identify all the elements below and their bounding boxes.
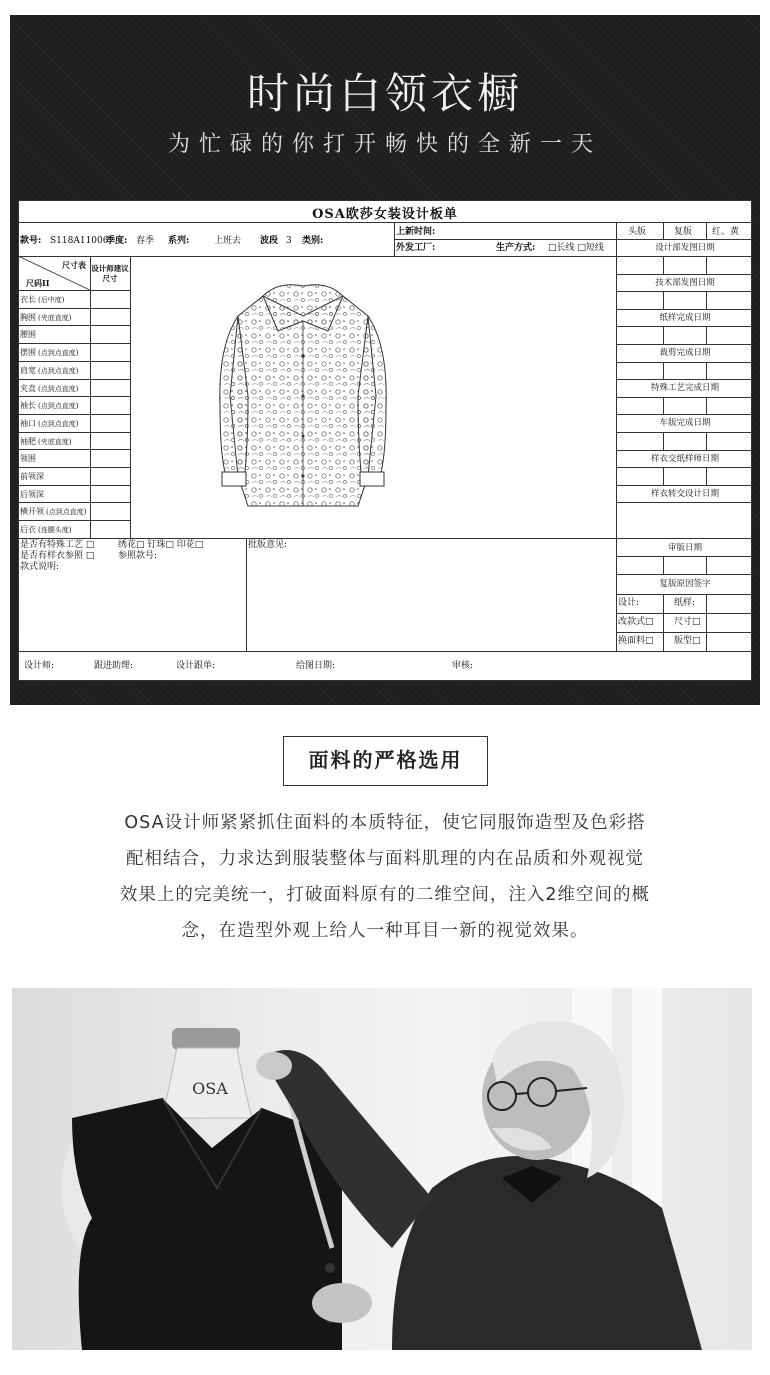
section-paragraph-line-1: OSA设计师紧紧抓住面料的本质特征，使它同服饰造型及色彩搭 [124, 813, 646, 833]
color-cell: 红、黄 [712, 227, 740, 237]
right-date-label: 特殊工艺完成日期 [650, 383, 719, 394]
size-row-note: (点到点直度) [38, 349, 79, 358]
wave-label: 波段 [260, 236, 279, 246]
re-version-cell: 复版 [674, 227, 693, 237]
footer-follow: 设计跟单: [176, 661, 216, 671]
size-row-note: (点到点直度) [38, 402, 79, 411]
size-row-name: 袖肥 [20, 436, 36, 446]
new-time-label: 上新时间: [396, 227, 436, 237]
right-date-label: 技术部发图日期 [655, 277, 715, 288]
design-sign-label: 设计: [618, 598, 640, 608]
design-date-label: 设计部发图日期 [655, 243, 715, 253]
size-row-note: (夹底直度) [38, 313, 72, 322]
revision-sign-label: 复版原因签字 [659, 579, 711, 589]
size-row-name: 夹直 [20, 383, 36, 393]
footer-assistant: 跟进助理: [94, 661, 134, 671]
banner-subtitle: 为忙碌的你打开畅快的全新一天 [167, 132, 602, 157]
banner-title: 时尚白领衣橱 [246, 69, 523, 118]
special-craft-label: 是否有特殊工艺 □ [20, 540, 95, 550]
right-date-label: 样衣交纸样师日期 [650, 453, 719, 464]
series-label: 系列: [168, 236, 190, 246]
size-row-note: (点到点直度) [38, 419, 79, 428]
size-row-name: 腰围 [20, 330, 36, 340]
style-no-label: 款号: [20, 236, 42, 246]
category-label: 类别: [302, 236, 324, 246]
craft-options: 绣花□ 钉珠□ 印花□ [118, 540, 204, 550]
size-row-note: (夹底直度) [38, 437, 72, 446]
right-date-label: 纸样完成日期 [659, 312, 711, 323]
factory-label: 外发工厂: [396, 243, 436, 253]
size-row-note: (点到点直度) [46, 508, 87, 517]
style-no-value: S118A11006 [50, 236, 109, 246]
designer-size-header: 设计师建议尺寸 [91, 264, 129, 283]
size-row-name: 衣长 [20, 295, 36, 304]
wave-value: 3 [286, 236, 292, 246]
pattern-sign-label: 纸样: [674, 598, 696, 608]
footer-date: 给图日期: [296, 661, 336, 671]
right-date-label: 样衣转交设计日期 [650, 488, 719, 499]
footer-review: 审核: [452, 661, 474, 671]
size-row-name: 后领深 [20, 489, 44, 499]
size-row-note: (后中度) [38, 296, 65, 304]
method-options: □长线 □短线 [548, 243, 604, 253]
sample-ref-label: 是否有样衣参照 □ [20, 551, 95, 561]
mannequin-brand: OSA [192, 1079, 228, 1098]
modify-style-option: 改款式□ [618, 617, 654, 627]
size-row-name: 摆围 [20, 348, 36, 358]
section-paragraph-line-4: 念，在造型外观上给人一种耳目一新的视觉效果。 [181, 921, 589, 941]
size-row-name: 前领深 [20, 472, 44, 481]
designer-photo-illustration [12, 988, 752, 1350]
size-table-header: 尺寸表 [62, 260, 86, 270]
review-date-label: 审版日期 [667, 543, 702, 553]
section-title: 面料的严格选用 [283, 736, 488, 786]
right-date-label: 裁剪完成日期 [659, 348, 711, 358]
season-value: 春季 [136, 236, 155, 246]
footer-designer: 设计师: [24, 661, 55, 671]
pattern-type-option: 版型□ [674, 636, 701, 646]
section-paragraph-line-2: 配相结合，力求达到服装整体与面料肌理的内在品质和外观视觉 [126, 849, 644, 869]
first-version-cell: 头版 [628, 227, 647, 237]
section-paragraph-line-3: 效果上的完美统一，打破面料原有的二维空间，注入2维空间的概 [119, 885, 651, 905]
size-row-note: (点到点直度) [38, 366, 79, 375]
ref-no-label: 参照款号: [118, 551, 158, 561]
size-row-name: 胸围 [20, 312, 36, 322]
style-desc-label: 款式说明: [20, 562, 60, 572]
season-label: 季度: [106, 236, 128, 246]
size-row-note: (连腰头度) [38, 526, 72, 535]
method-label: 生产方式: [496, 243, 536, 253]
fabric-change-option: 换面料□ [618, 636, 654, 646]
size-row-name: 袖长 [20, 401, 36, 411]
series-value: 上班去 [214, 236, 242, 246]
garment-sketch [208, 276, 398, 516]
sheet-title: OSA欧莎女装设计板单 [312, 207, 458, 222]
size-row-name: 横开领 [20, 507, 44, 517]
design-spec-sheet [18, 200, 752, 681]
size-row-name: 肩宽 [20, 365, 36, 375]
right-date-label: 车版完成日期 [659, 418, 711, 429]
size-code-header: 尺码II [26, 278, 50, 288]
size-row-name: 袖口 [20, 418, 36, 428]
review-label: 批版意见: [248, 540, 288, 550]
designer-photo [12, 988, 752, 1350]
size-row-name: 领围 [20, 454, 36, 464]
modify-size-option: 尺寸□ [674, 617, 701, 627]
size-row-name: 后衣 [20, 525, 36, 535]
size-row-note: (点到点直度) [38, 384, 79, 393]
